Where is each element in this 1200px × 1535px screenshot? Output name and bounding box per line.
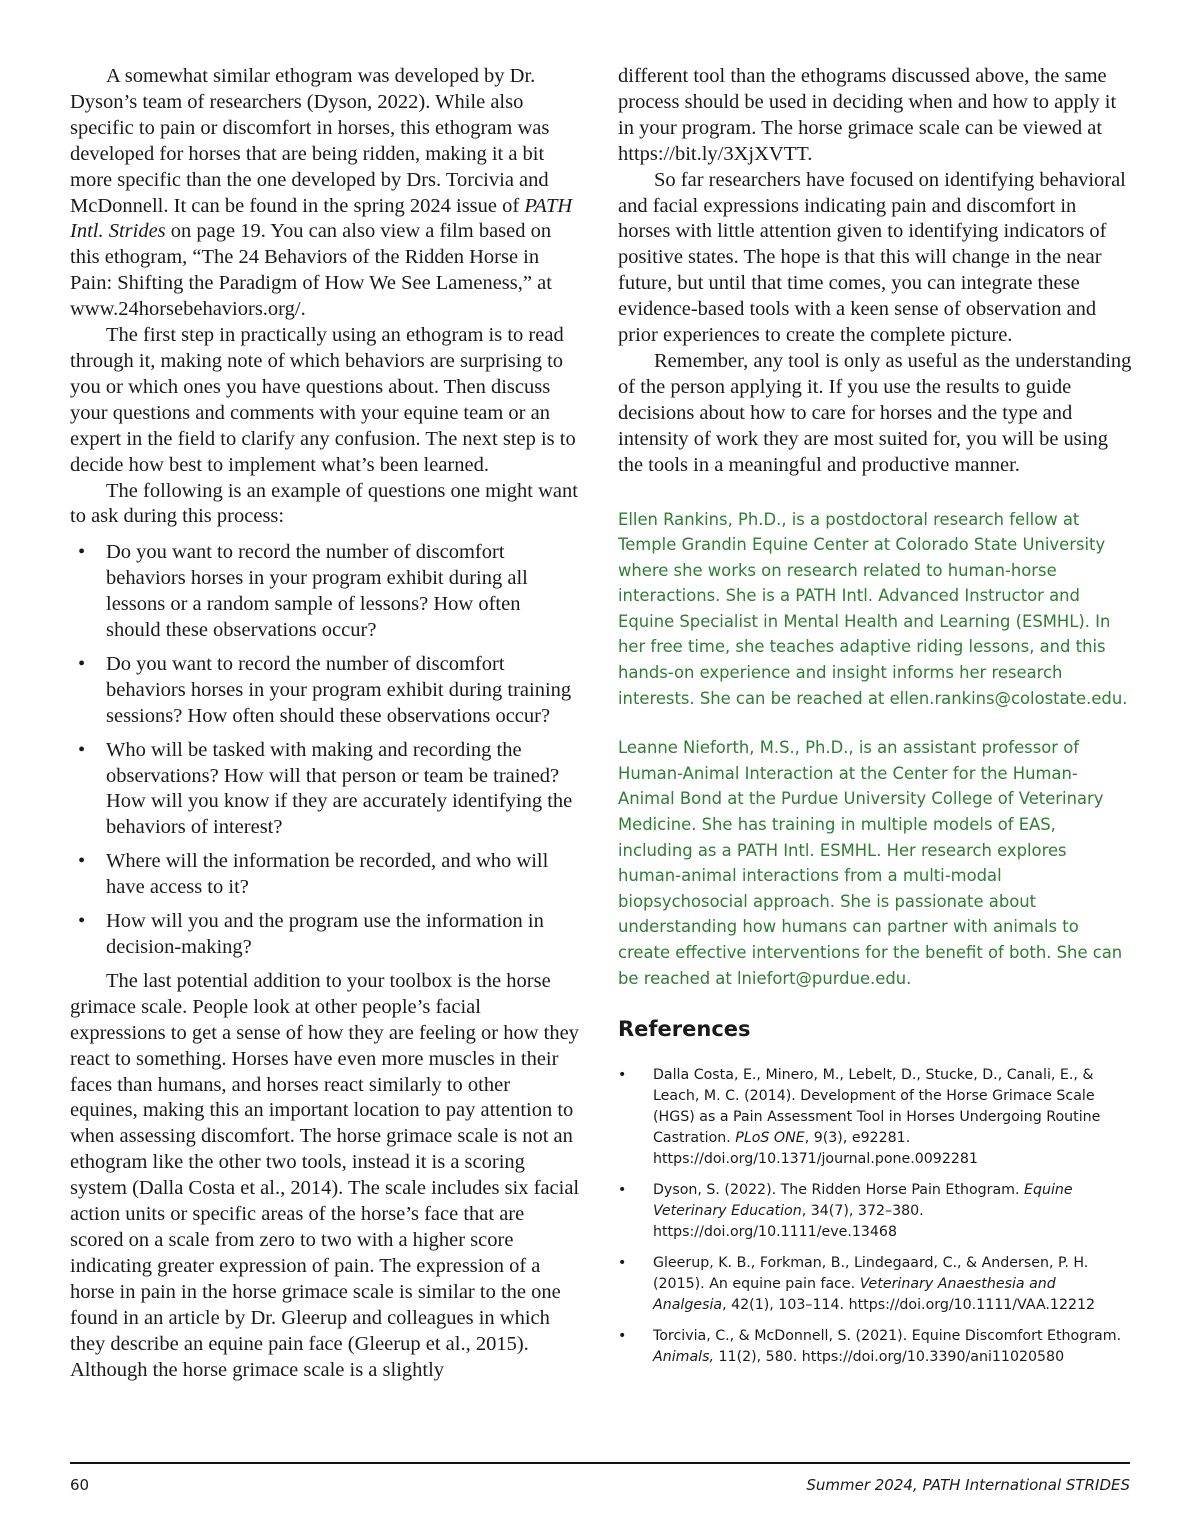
author-bio-nieforth: Leanne Nieforth, M.S., Ph.D., is an assistant professor of Human-Animal Interaction at the Center for the Human-Animal Bond at the Purdue University College of Veterinary Medicine. She has training in multiple models of EAS, including as a PATH Intl. ESMHL. Her research explores human-animal interactions from a multi-modal biopsychosocial approach. She is passionate about understanding how humans can partner with animals to create effective interventions for the benefit of both. She can be reached at lniefort@purdue.edu. (618, 738, 1123, 988)
page-number: 60 (70, 1476, 90, 1494)
reference-item: • Dalla Costa, E., Minero, M., Lebelt, D., Stucke, D., Canali, E., & Leach, M. C. (2014). Development of the Horse Grimace Scale (HGS) as a Pain Assessment Tool in Horses Undergoing Routine Castration. PLoS ONE, 9(3), e92281. https://doi.org/10.1371/journal.pone.0092281 (618, 1067, 1101, 1168)
bullet-icon: • (78, 652, 86, 675)
list-item: • Do you want to record the number of discomfort behaviors horses in your program exhibit during all lessons or a random sample of lessons? How often should these observations occur? (78, 541, 528, 642)
reference-item: • Dyson, S. (2022). The Ridden Horse Pain Ethogram. Equine Veterinary Education, 34(7), 372–380. https://doi.org/10.1111/eve.13468 (618, 1182, 1073, 1241)
bullet-icon: • (78, 738, 86, 761)
strides-title: PATH Intl. Strides (70, 194, 573, 243)
bullet-icon: • (78, 850, 86, 873)
paragraph-dyson-ethogram: A somewhat similar ethogram was developed by Dr. Dyson’s team of researchers (Dyson, 2022). While also specific to pain or discomfort in horses, this ethogram was developed for horses that are being ridden, making it a bit more specific than the one developed by Drs. Torcivia and McDonnell. It can be found in the spring 2024 issue of PATH Intl. Strides on page 19. You can also view a film based on this ethogram, “The 24 Behaviors of the Ridden Horse in Pain: Shifting the Paradigm of How We See Lameness,” at www.24horsebehaviors.org/. (70, 65, 573, 321)
left-column (70, 64, 580, 1383)
paragraph-grimace-scale: The last potential addition to your toolbox is the horse grimace scale. People look at other people’s facial expressions to get a sense of how they are feeling or how they react to something. Horses have even more muscles in their faces than humans, and horses react similarly to other equines, making this an important location to pay attention to when assessing discomfort. The horse grimace scale is not an ethogram like the other two tools, instead it is a scoring system (Dalla Costa et al., 2014). The scale includes six facial action units or specific areas of the horse’s face that are scored on a scale from zero to two with a higher score indicating greater expression of pain. The expression of a horse in pain in the horse grimace scale is similar to the one found in an article by Dr. Gleerup and colleagues in which they describe an equine pain face (Gleerup et al., 2015). Although the horse grimace scale is a slightly (70, 969, 580, 1381)
paragraph-grimace-continued: different tool than the ethograms discussed above, the same process should be used in deciding when and how to apply it in your program. The horse grimace scale can be viewed at https://bit.ly/3XjXVTT. (618, 65, 1117, 165)
author-bio-rankins: Ellen Rankins, Ph.D., is a postdoctoral research fellow at Temple Grandin Equine Center at Colorado State University where she works on research related to human-horse interactions. She is a PATH Intl. Advanced Instructor and Equine Specialist in Mental Health and Learning (ESMHL). In her free time, she teaches adaptive riding lessons, and this hands-on experience and insight informs her research interests. She can be reached at ellen.rankins@colostate.edu. (618, 509, 1128, 708)
bullet-icon: • (618, 1255, 627, 1272)
references-heading: References (618, 1017, 751, 1042)
questions-list (70, 540, 580, 961)
bullet-icon: • (618, 1182, 627, 1199)
list-item: • Who will be tasked with making and recording the observations? How will that person or team be trained? How will you know if they are accurately identifying the behaviors of interest? (78, 738, 573, 839)
paragraph-researchers-focus: So far researchers have focused on identifying behavioral and facial expressions indicating pain and discomfort in horses with little attention given to identifying indicators of positive states. The hope is that this will change in the near future, but until that time comes, you can integrate these evidence-based tools with a keen sense of observation and prior experiences to create the complete picture. (618, 168, 1126, 347)
bullet-icon: • (618, 1328, 627, 1345)
footer-divider (70, 1462, 1130, 1464)
publication-title: Summer 2024, PATH International STRIDES (806, 1476, 1130, 1494)
paragraph-first-step: The first step in practically using an ethogram is to read through it, making note of which behaviors are surprising to you or which ones you have questions about. Then discuss your questions and comments with your equine team or an expert in the field to clarify any confusion. The next step is to decide how best to implement what’s been learned. (70, 324, 576, 476)
paragraph-remember: Remember, any tool is only as useful as the understanding of the person applying it. If you use the results to guide decisions about how to care for horses and the type and intensity of work they are most suited for, you will be using the tools in a meaningful and productive manner. (618, 349, 1132, 476)
list-item: • Do you want to record the number of discomfort behaviors horses in your program exhibit during training sessions? How often should these observations occur? (78, 652, 572, 727)
bullet-icon: • (78, 910, 86, 933)
list-item: • How will you and the program use the information in decision-making? (78, 910, 544, 958)
bullet-icon: • (618, 1067, 627, 1084)
reference-item: • Gleerup, K. B., Forkman, B., Lindegaard, C., & Andersen, P. H. (2015). An equine pain face. Veterinary Anaesthesia and Analgesia, 42(1), 103–114. https://doi.org/10.1111/VAA.12212 (618, 1255, 1096, 1314)
references-list (618, 1065, 1133, 1368)
paragraph-questions-intro: The following is an example of questions one might want to ask during this process: (70, 479, 578, 528)
reference-item: • Torcivia, C., & McDonnell, S. (2021). Equine Discomfort Ethogram. Animals, 11(2), 580. https://doi.org/10.3390/ani11020580 (618, 1328, 1122, 1366)
bullet-icon: • (78, 541, 86, 564)
right-column (618, 64, 1133, 1378)
list-item: • Where will the information be recorded, and who will have access to it? (78, 850, 549, 899)
